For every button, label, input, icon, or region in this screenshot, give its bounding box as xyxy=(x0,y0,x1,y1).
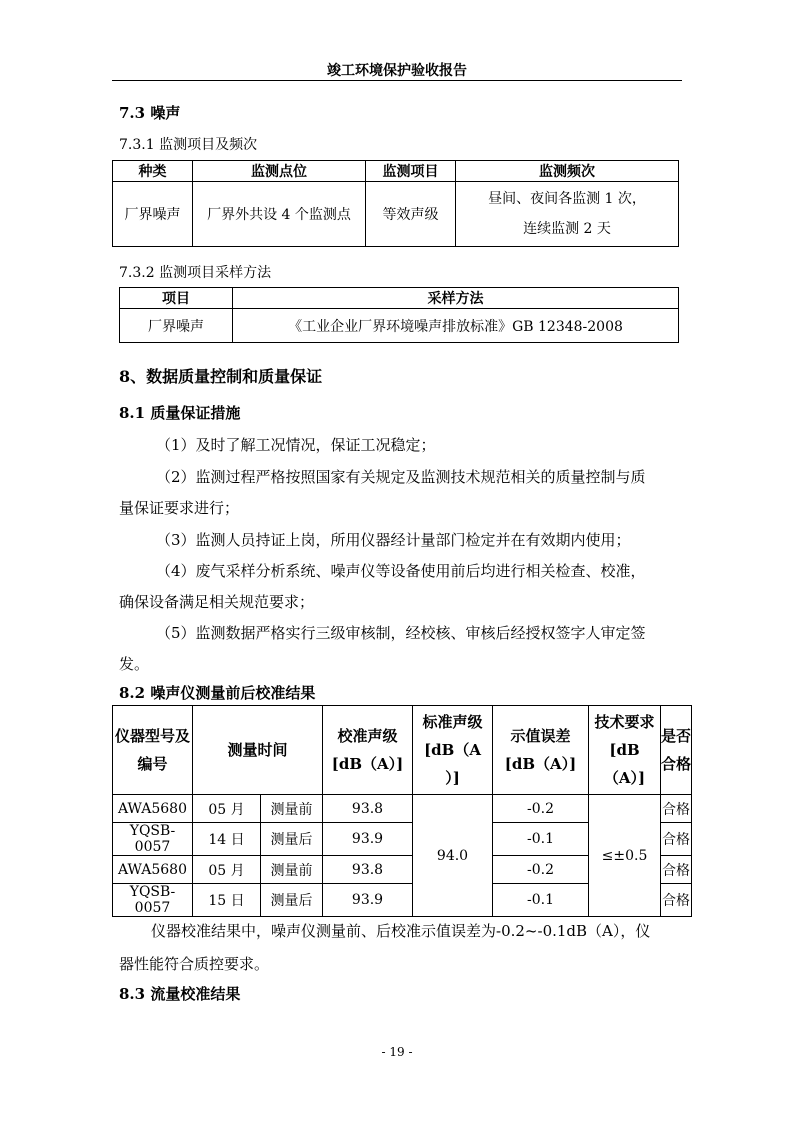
header-ok-line1: 是否 xyxy=(661,727,692,745)
table1-cell-freq xyxy=(456,182,679,247)
cell-date: 05 月 xyxy=(193,795,261,823)
header-std xyxy=(413,706,493,795)
section-7-3-2-heading: 7.3.2 监测项目采样方法 xyxy=(119,265,272,281)
cell-phase: 测量前 xyxy=(261,795,323,823)
section-7-3-1-heading: 7.3.1 监测项目及频次 xyxy=(119,137,258,153)
calibration-summary-line2: 器性能符合质控要求。 xyxy=(119,955,270,973)
table1-cell-item: 等效声级 xyxy=(366,182,456,247)
table2-header-method: 采样方法 xyxy=(233,288,679,309)
table1-cell-type: 厂界噪声 xyxy=(113,182,193,247)
calibration-summary-line1: 仪器校准结果中，噪声仪测量前、后校准示值误差为-0.2~-0.1dB（A），仪 xyxy=(151,922,651,940)
table-row xyxy=(113,795,692,823)
cell-date: 14 日 xyxy=(193,823,261,856)
cell-standard: 94.0 xyxy=(413,795,493,917)
cell-ok: 合格 xyxy=(661,884,692,917)
page-number: - 19 - xyxy=(381,1045,413,1059)
cell-phase: 测量后 xyxy=(261,823,323,856)
header-cal-line1: 校准声级 xyxy=(337,727,398,745)
header-err xyxy=(493,706,589,795)
table1-header-item: 监测项目 xyxy=(366,161,456,182)
table1-header-points: 监测点位 xyxy=(193,161,366,182)
cell-model: AWA5680 xyxy=(113,795,193,823)
qa-item-5-line1: （5）监测数据严格实行三级审核制，经校核、审核后经授权签字人审定签 xyxy=(156,624,646,642)
section-8-heading: 8、数据质量控制和质量保证 xyxy=(119,367,323,386)
header-std-line1: 标准声级 xyxy=(422,713,483,731)
header-err-line1: 示值误差 xyxy=(510,727,571,745)
header-model-line2: 编号 xyxy=(137,755,168,773)
cell-model: AWA5680 xyxy=(113,856,193,884)
qa-item-4-line2: 确保设备满足相关规范要求； xyxy=(119,593,315,611)
section-8-2-heading: 8.2 噪声仪测量前后校准结果 xyxy=(119,684,316,702)
header-cal xyxy=(323,706,413,795)
calibration-results-table xyxy=(112,705,692,917)
qa-item-3: （3）监测人员持证上岗，所用仪器经计量部门检定并在有效期内使用； xyxy=(156,531,631,549)
section-7-3-heading: 7.3 噪声 xyxy=(119,104,181,122)
header-ok xyxy=(661,706,692,795)
table1-cell-points: 厂界外共设 4 个监测点 xyxy=(193,182,366,247)
cell-cal: 93.8 xyxy=(323,856,413,884)
qa-item-2-line2: 量保证要求进行； xyxy=(119,499,240,517)
header-req xyxy=(589,706,661,795)
cell-ok: 合格 xyxy=(661,795,692,823)
cell-err: -0.1 xyxy=(493,884,589,917)
cell-date: 05 月 xyxy=(193,856,261,884)
table1-freq-line2: 连续监测 2 天 xyxy=(523,221,611,237)
header-model-line1: 仪器型号及 xyxy=(114,727,190,745)
qa-item-1: （1）及时了解工况情况，保证工况稳定； xyxy=(156,436,436,454)
header-std-line2: [dB（A xyxy=(424,741,481,759)
header-ok-line2: 合格 xyxy=(661,755,692,773)
cell-cal: 93.9 xyxy=(323,823,413,856)
cell-cal: 93.9 xyxy=(323,884,413,917)
qa-item-5-line2: 发。 xyxy=(119,655,150,673)
cell-date: 15 日 xyxy=(193,884,261,917)
sampling-method-table xyxy=(119,287,679,343)
cell-model: YQSB-0057 xyxy=(113,884,193,917)
table1-header-type: 种类 xyxy=(113,161,193,182)
qa-item-4-line1: （4）废气采样分析系统、噪声仪等设备使用前后均进行相关检查、校准， xyxy=(156,562,646,580)
header-cal-line2: [dB（A）] xyxy=(331,755,404,773)
cell-ok: 合格 xyxy=(661,856,692,884)
cell-err: -0.1 xyxy=(493,823,589,856)
cell-requirement: ≤±0.5 xyxy=(589,795,661,917)
page-header-title: 竣工环境保护验收报告 xyxy=(327,63,467,79)
section-8-3-heading: 8.3 流量校准结果 xyxy=(119,985,241,1003)
cell-err: -0.2 xyxy=(493,856,589,884)
table2-cell-method: 《工业企业厂界环境噪声排放标准》GB 12348-2008 xyxy=(233,309,679,343)
cell-model: YQSB-0057 xyxy=(113,823,193,856)
header-req-line1: 技术要求 xyxy=(594,713,655,731)
cell-phase: 测量前 xyxy=(261,856,323,884)
cell-cal: 93.8 xyxy=(323,795,413,823)
section-8-1-heading: 8.1 质量保证措施 xyxy=(119,404,241,422)
header-time: 测量时间 xyxy=(193,706,323,795)
qa-item-2-line1: （2）监测过程严格按照国家有关规定及监测技术规范相关的质量控制与质 xyxy=(156,468,646,486)
table2-cell-item: 厂界噪声 xyxy=(120,309,233,343)
cell-ok: 合格 xyxy=(661,823,692,856)
monitoring-frequency-table xyxy=(112,160,679,247)
table1-freq-line1: 昼间、夜间各监测 1 次， xyxy=(488,191,646,207)
table1-header-freq: 监测频次 xyxy=(456,161,679,182)
table2-header-item: 项目 xyxy=(120,288,233,309)
header-err-line2: [dB（A）] xyxy=(504,755,577,773)
header-model xyxy=(113,706,193,795)
cell-err: -0.2 xyxy=(493,795,589,823)
header-req-line2: [dB（A）] xyxy=(603,741,646,787)
cell-phase: 测量后 xyxy=(261,884,323,917)
header-std-line3: ）] xyxy=(445,769,460,787)
header-rule xyxy=(112,80,682,81)
